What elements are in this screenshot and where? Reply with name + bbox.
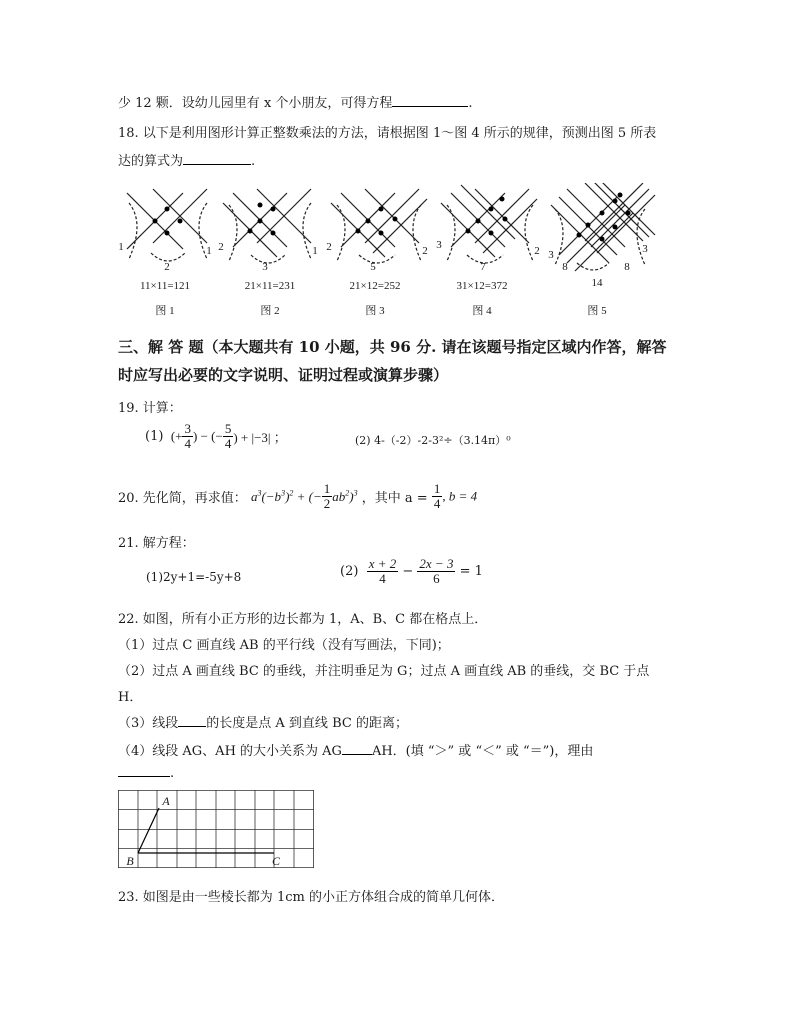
question-21-part1: (1)2y+1=-5y+8 <box>146 570 242 584</box>
figure-3-lines <box>331 189 427 263</box>
fig1-left-label: 1 <box>118 241 124 253</box>
question-19-part2: (2) 4-（-2）-2-3²÷（3.14π）⁰ <box>355 434 511 447</box>
answer-blank[interactable] <box>183 152 251 165</box>
fig4-mid-label: 7 <box>480 261 486 273</box>
fig4-caption: 图 4 <box>472 305 492 317</box>
fig2-left-label: 2 <box>218 241 224 253</box>
fig2-caption: 图 2 <box>260 305 280 317</box>
question-23: 23. 如图是由一些棱长都为 1cm 的小正方体组合成的简单几何体． <box>118 890 504 905</box>
section-3-title-line1: 三、解 答 题（本大题共有 10 小题，共 96 分. 请在该题号指定区域内作答，解答 <box>118 338 667 356</box>
question-22-title: 22. 如图，所有小正方形的边长都为 1，A、B、C 都在格点上． <box>118 612 488 627</box>
fig4-left-label: 3 <box>436 239 442 251</box>
question-21-part2: (2) $\frac{x + 2}{4}$ − $\frac{2x - 3}{6}$ = 1 <box>340 556 483 586</box>
question-18-line2: 达的算式为 . <box>118 154 256 169</box>
fig1-mid-label: 2 <box>164 261 170 273</box>
fig1-caption: 图 1 <box>155 305 175 317</box>
fig5-right-label: 3 <box>642 243 648 255</box>
point-c-label: C <box>271 854 280 868</box>
question-20: 20. 先化简，再求值： $a^3(-b^3)^2$ + (− $\frac{1}{2}$ $ab^2)^3$ ，其中 a = $\frac{1}{4}$ , b = 4 <box>118 481 478 511</box>
question-22-part2a: （2）过点 A 画直线 BC 的垂线，并注明垂足为 G；过点 A 画直线 AB 的垂线，交 BC 于点 <box>118 664 650 679</box>
point-a-label: A <box>162 794 170 808</box>
fig1-right-label: 1 <box>206 245 212 257</box>
answer-blank[interactable] <box>392 94 468 107</box>
fig2-right-label: 1 <box>312 245 318 257</box>
answer-blank[interactable] <box>342 742 372 755</box>
question-19-title: 19. 计算： <box>118 401 182 416</box>
question-22-part4-reason: . <box>118 764 174 781</box>
fraction: $\frac{x + 2}{4}$ <box>368 556 397 586</box>
multiplication-figures <box>115 183 685 323</box>
fig3-formula: 21×12=252 <box>349 280 401 292</box>
question-19-part1: (1) (+ $\frac{3}{4}$ ) − (− $\frac{5}{4}$ ) + |−3| ； <box>145 421 287 451</box>
figure-5-lines <box>551 183 655 271</box>
fig5-caption: 图 5 <box>587 305 607 317</box>
fig5-right2-label: 8 <box>624 261 630 273</box>
fig4-right-label: 2 <box>534 245 540 257</box>
question-17-tail: 少 12 颗．设幼儿园里有 x 个小朋友，可得方程 . <box>118 96 473 111</box>
question-22-part1: （1）过点 C 画直线 AB 的平行线（没有写画法，下同)； <box>118 638 450 653</box>
fig3-left-label: 2 <box>326 241 332 253</box>
question-21-title: 21. 解方程： <box>118 536 195 551</box>
question-22-part3: （3）线段 的长度是点 A 到直线 BC 的距离； <box>118 716 408 731</box>
answer-blank[interactable] <box>178 714 206 727</box>
grid-svg <box>118 790 318 870</box>
fig2-formula: 21×11=231 <box>244 280 296 292</box>
point-b-label: B <box>126 854 134 868</box>
fig2-mid-label: 3 <box>262 261 268 273</box>
fraction: $\frac{2x - 3}{6}$ <box>419 556 454 586</box>
segment-ab <box>138 808 159 853</box>
fraction: $\frac{5}{4}$ <box>224 421 232 451</box>
fig5-left2-label: 8 <box>562 261 568 273</box>
figure-4-lines <box>441 185 537 263</box>
question-22-part2b: H． <box>118 690 143 705</box>
figure-1-lines <box>127 189 207 261</box>
fig3-mid-label: 5 <box>370 261 376 273</box>
question-17-text: 少 12 颗．设幼儿园里有 x 个小朋友，可得方程 <box>118 96 393 111</box>
fig5-left-label: 3 <box>548 249 554 261</box>
fig3-right-label: 2 <box>422 245 428 257</box>
fraction: $\frac{1}{4}$ <box>433 481 441 511</box>
fig1-formula: 11×11=121 <box>139 280 191 292</box>
section-3-title-line2: 时应写出必要的文字说明、证明过程或演算步骤） <box>118 366 449 384</box>
grid-figure <box>118 790 318 870</box>
fig3-caption: 图 3 <box>365 305 385 317</box>
question-18-line1: 18. 以下是利用图形计算正整数乘法的方法，请根据图 1～图 4 所示的规律，预测出图 5 所表 <box>118 126 657 141</box>
answer-blank[interactable] <box>118 764 170 777</box>
figure-2-lines <box>223 189 311 263</box>
fig5-mid-label: 14 <box>591 277 603 289</box>
fraction: $\frac{3}{4}$ <box>184 421 191 451</box>
fig4-formula: 31×12=372 <box>456 280 508 292</box>
question-22-part4: （4）线段 AG、AH 的大小关系为 AG AH．(填 “＞” 或 “＜” 或 “＝”)，理由 <box>118 744 594 759</box>
fraction: $\frac{1}{2}$ <box>323 481 331 511</box>
